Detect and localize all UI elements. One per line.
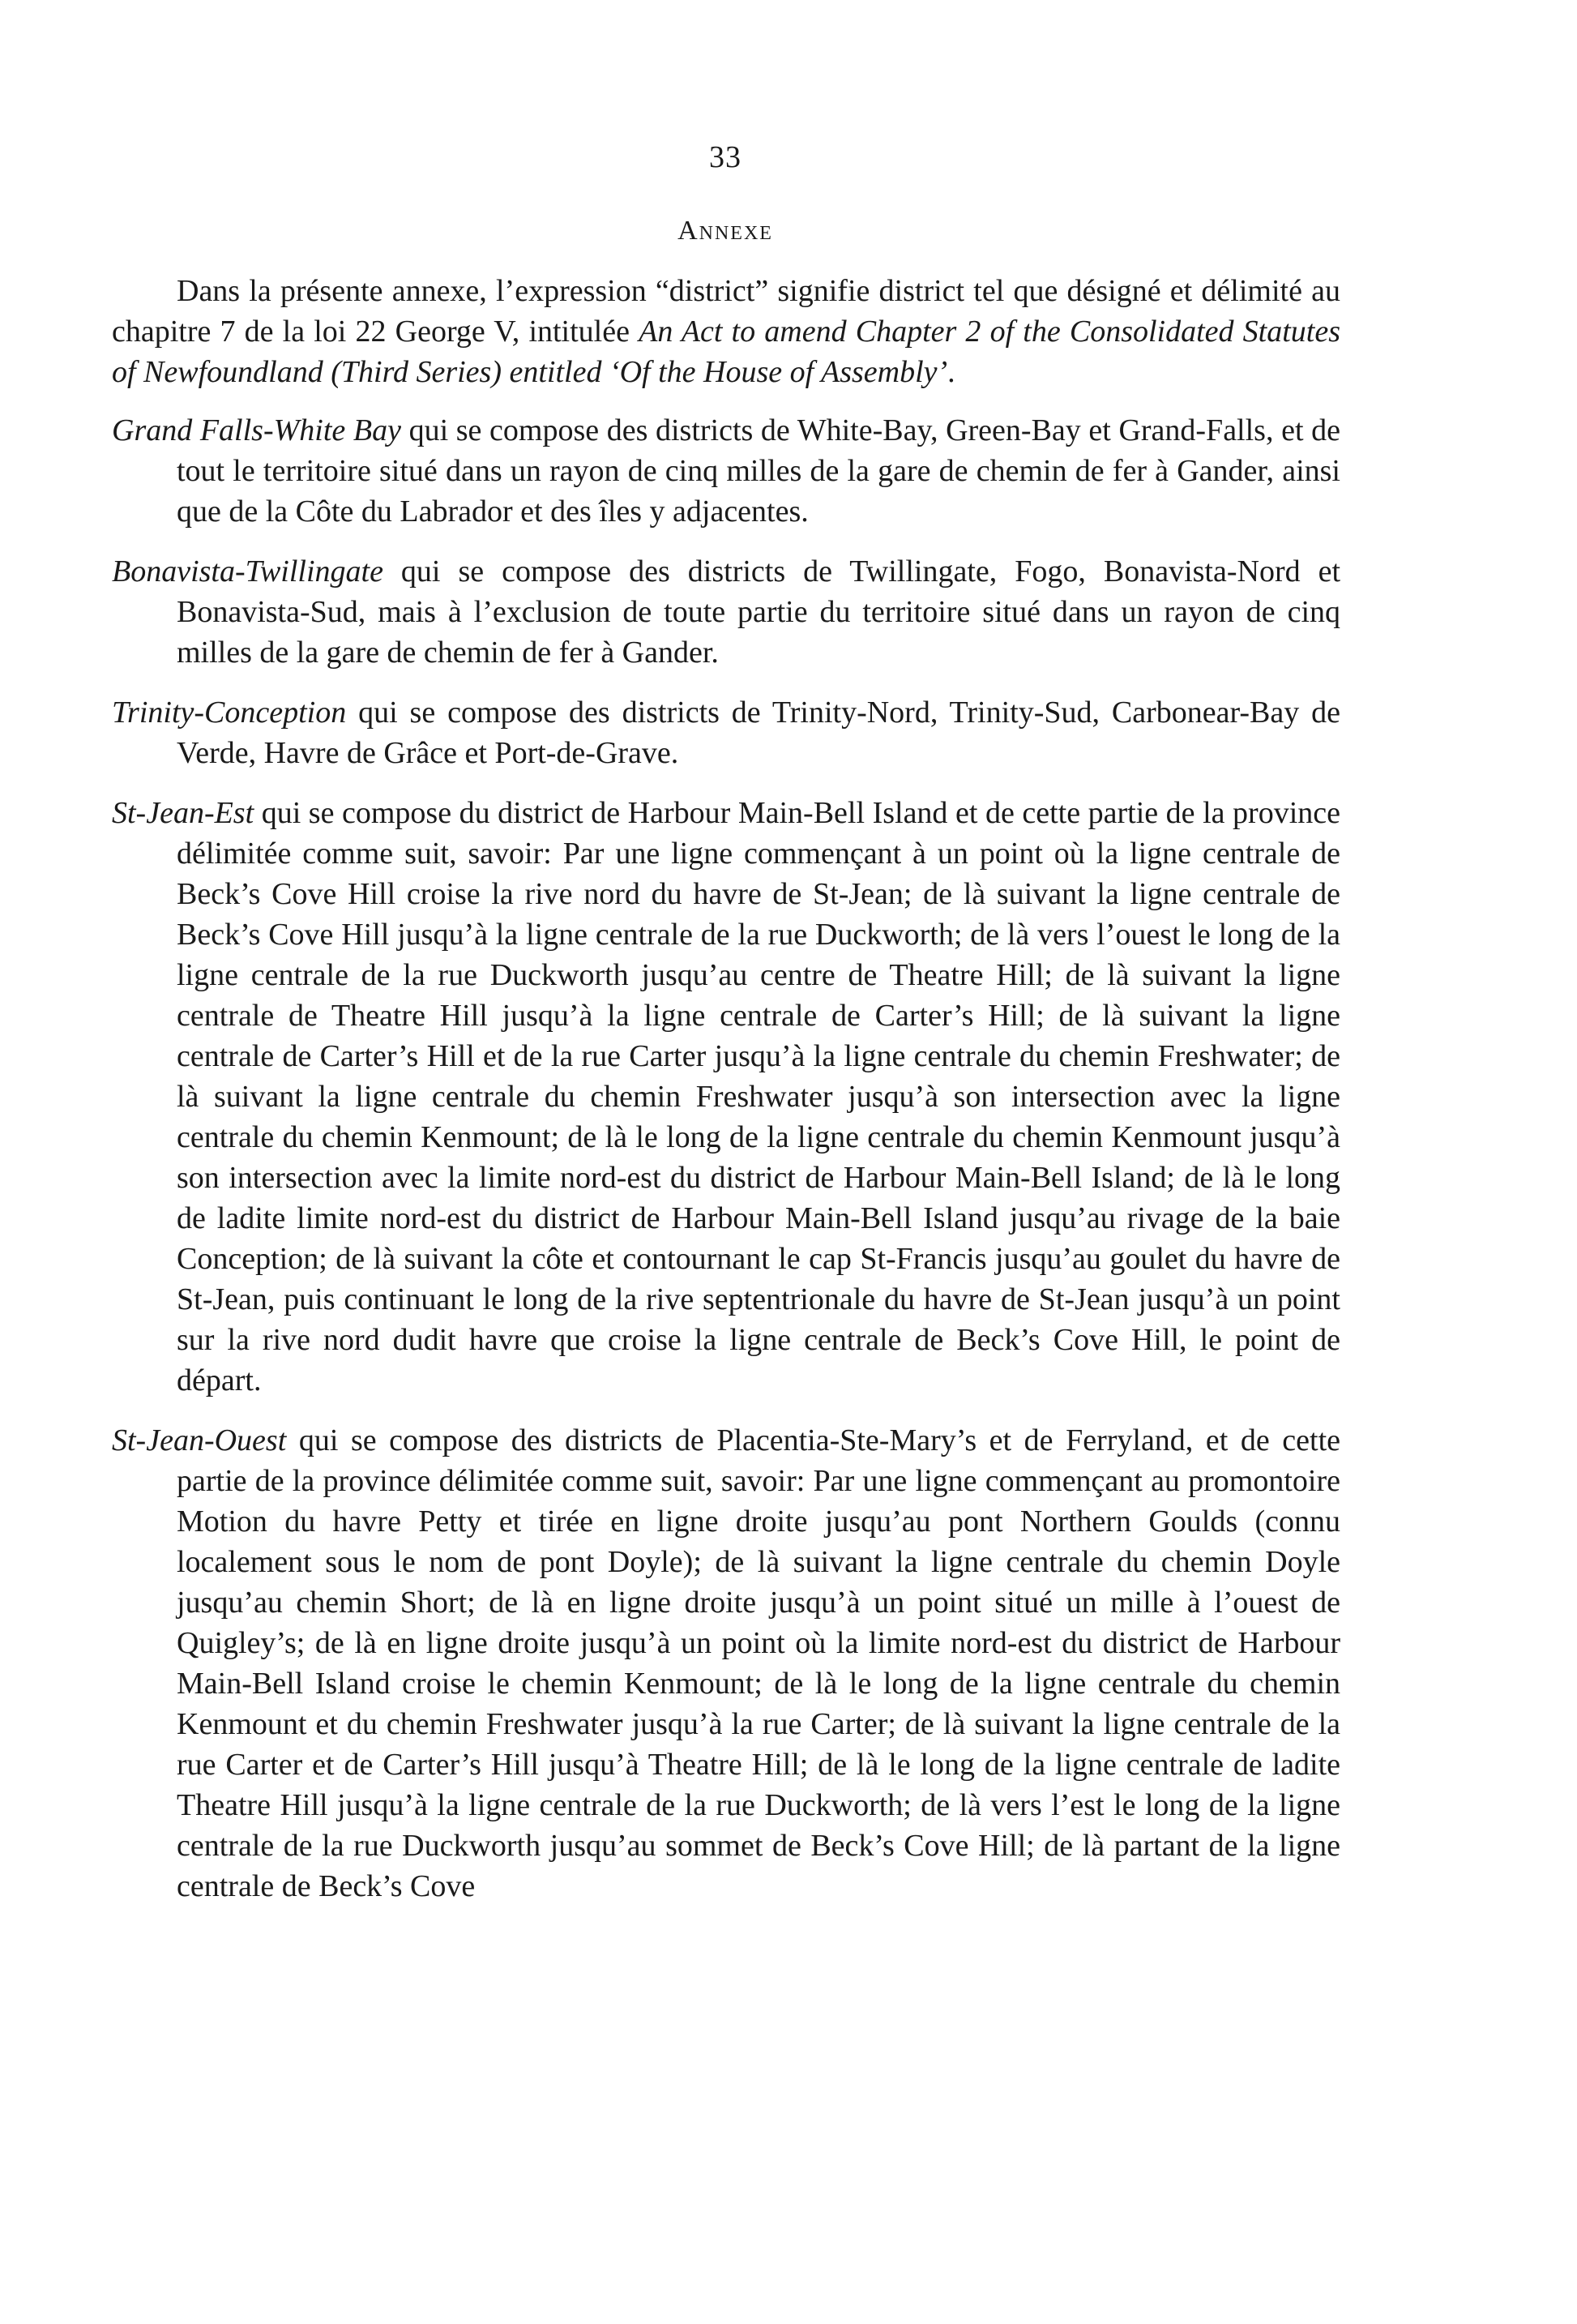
district-name: Trinity-Conception [112,695,347,730]
intro-text-end: . [947,355,955,389]
page-number: 33 [709,140,741,174]
district-name: St-Jean-Est [112,796,254,830]
district-description: qui se compose des districts de Trinity-Nord, Trinity-Sud, Carbonear-Bay de Verde, Havre de Grâce et Port-de-Grave. [177,695,1340,770]
district-description: qui se compose des districts de White-Bay, Green-Bay et Grand-Falls, et de tout le territoire situé dans un rayon de cinq milles de la gare de chemin de fer à Gander, ainsi que de la Côte du Labrador et des îles y adjacentes. [177,413,1340,529]
district-name: St-Jean-Ouest [112,1423,287,1457]
district-entry [112,692,1340,773]
act-title: An Act to amend Chapter 2 of the Consolidated Statutes of Newfoundland (Third Series) entitled ‘Of the House of Assembly’ [112,315,1340,389]
section-heading: Annexe [677,216,773,246]
district-description: qui se compose des districts de Twillingate, Fogo, Bonavista-Nord et Bonavista-Sud, mais à l’exclusion de toute partie du territoire situé dans un rayon de cinq milles de la gare de chemin de fer à Gander. [177,554,1340,670]
district-description: qui se compose des districts de Placentia-Ste-Mary’s et de Ferryland, et de cette partie de la province délimitée comme suit, savoir: Par une ligne commençant au promontoire Motion du havre Petty et tirée en ligne droite jusqu’au pont Northern Goulds (connu localement sous le nom de pont Doyle); de là suivant la ligne centrale du chemin Doyle jusqu’au chemin Short; de là en ligne droite jusqu’à un point situé un mille à l’ouest de Quigley’s; de là en ligne droite jusqu’à un point où la limite nord-est du district de Harbour Main-Bell Island croise le chemin Kenmount; de là le long de la ligne centrale du chemin Kenmount et du chemin Freshwater jusqu’à la rue Carter; de là suivant la ligne centrale de la rue Carter et de Carter’s Hill jusqu’à Theatre Hill; de là le long de la ligne centrale de ladite Theatre Hill jusqu’à la ligne centrale de la rue Duckworth; de là vers l’est le long de la ligne centrale de la rue Duckworth jusqu’au sommet de Beck’s Cove Hill; de là partant de la ligne centrale de Beck’s Cove [177,1423,1340,1903]
district-name: Bonavista-Twillingate [112,554,383,588]
document-body [112,271,1340,1907]
district-entry [112,551,1340,673]
district-entry [112,410,1340,532]
district-entry [112,793,1340,1401]
district-name: Grand Falls-White Bay [112,413,401,447]
district-description: qui se compose du district de Harbour Main-Bell Island et de cette partie de la province délimitée comme suit, savoir: Par une ligne commençant à un point où la ligne centrale de Beck’s Cove Hill croise la rive nord du havre de St-Jean; de là suivant la ligne centrale de Beck’s Cove Hill jusqu’à la ligne centrale de la rue Duckworth; de là vers l’ouest le long de la ligne centrale de la rue Duckworth jusqu’au centre de Theatre Hill; de là suivant la ligne centrale de Theatre Hill jusqu’à la ligne centrale de Carter’s Hill; de là suivant la ligne centrale de Carter’s Hill et de la rue Carter jusqu’à la ligne centrale du chemin Freshwater; de là suivant la ligne centrale du chemin Freshwater jusqu’à son intersection avec la ligne centrale du chemin Kenmount; de là le long de la ligne centrale du chemin Kenmount jusqu’à son intersection avec la limite nord-est du district de Harbour Main-Bell Island; de là le long de ladite limite nord-est du district de Harbour Main-Bell Island jusqu’au rivage de la baie Conception; de là suivant la côte et contournant le cap St-Francis jusqu’au goulet du havre de St-Jean, puis continuant le long de la rive septentrionale du havre de St-Jean jusqu’à un point sur la rive nord dudit havre que croise la ligne centrale de Beck’s Cove Hill, le point de départ. [177,796,1340,1397]
district-entry [112,1420,1340,1907]
intro-text: Dans la présente annexe, l’expression “district” signifie district tel que désigné et délimité au chapitre 7 de la loi 22 George V, intitulée [112,274,1340,349]
intro-paragraph [112,271,1340,392]
